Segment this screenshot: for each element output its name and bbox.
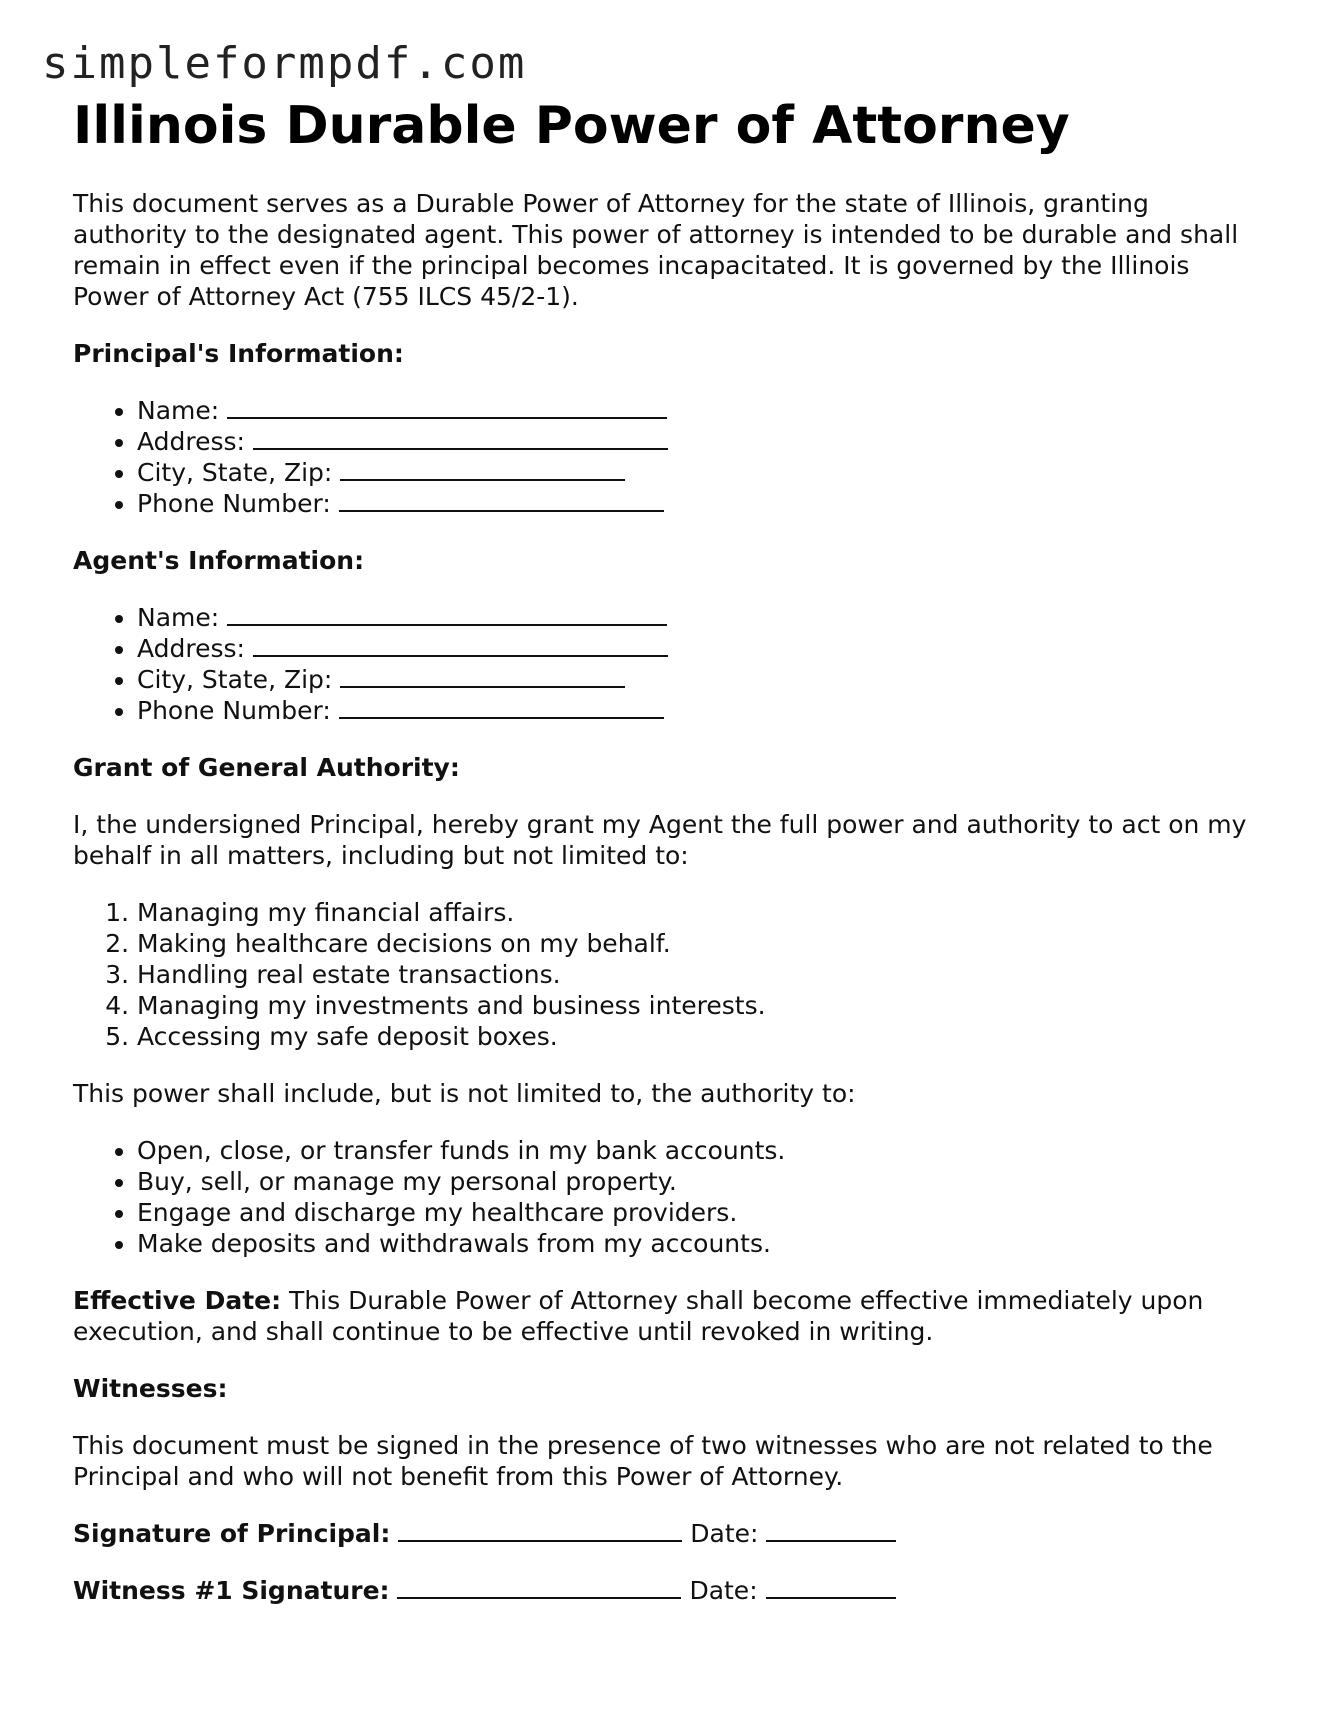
effective-label: Effective Date: [73,1286,282,1315]
witness1-date-field[interactable] [766,1575,896,1599]
document-title: Illinois Durable Power of Attorney [73,96,1070,156]
witness1-signature-line [73,1575,1263,1606]
grant-item: 3. Handling real estate transactions. [137,959,1263,990]
witness1-signature-field[interactable] [397,1575,681,1599]
agent-address-item [137,633,1263,664]
document-body [73,96,1263,1606]
principal-address-item [137,426,1263,457]
grant-item: 2. Making healthcare decisions on my behalf. [137,928,1263,959]
agent-heading: Agent's Information: [73,546,365,575]
principal-name-label: Name: [137,396,220,425]
principal-phone-field[interactable] [339,488,664,512]
power-item: • Make deposits and withdrawals from my accounts. [137,1228,1263,1259]
intro-paragraph: This document serves as a Durable Power of Attorney for the state of Illinois, granting authority to the designated agent. This power of attorney is intended to be durable and shall remain in effect even if the principal becomes incapacitated. It is governed by the Illinois Power of Attorney Act (755 ILCS 45/2-1). [73,189,1239,311]
principal-name-field[interactable] [227,395,667,419]
agent-city-field[interactable] [340,664,625,688]
agent-city-label: City, State, Zip: [137,665,333,694]
principal-city-label: City, State, Zip: [137,458,333,487]
grant-item: 5. Accessing my safe deposit boxes. [137,1021,1263,1052]
agent-city-item [137,664,1263,695]
power-items-list [73,1135,1263,1259]
agent-name-field[interactable] [227,602,667,626]
principal-phone-label: Phone Number: [137,489,331,518]
watermark-text: simpleformpdf.com [42,38,527,89]
principal-signature-line [73,1518,1263,1549]
grant-paragraph: I, the undersigned Principal, hereby grant my Agent the full power and authority to act on my behalf in all matters, including but not limited to: [73,810,1247,870]
grant-items-list [73,897,1263,1052]
witnesses-paragraph: This document must be signed in the presence of two witnesses who are not related to the Principal and who will not benefit from this Power of Attorney. [73,1431,1213,1491]
power-item: • Buy, sell, or manage my personal property. [137,1166,1263,1197]
grant-item: 4. Managing my investments and business interests. [137,990,1263,1021]
witness1-signature-label: Witness #1 Signature: [73,1576,390,1605]
principal-city-field[interactable] [340,457,625,481]
witnesses-heading: Witnesses: [73,1374,228,1403]
power-item: • Engage and discharge my healthcare providers. [137,1197,1263,1228]
effective-text: This Durable Power of Attorney shall become effective immediately upon execution, and shall continue to be effective until revoked in writing. [73,1286,1204,1346]
principal-heading: Principal's Information: [73,339,404,368]
agent-address-field[interactable] [253,633,668,657]
power-paragraph: This power shall include, but is not limited to, the authority to: [73,1079,856,1108]
agent-name-item [137,602,1263,633]
agent-name-label: Name: [137,603,220,632]
agent-phone-item [137,695,1263,726]
effective-paragraph [73,1285,1263,1347]
grant-heading: Grant of General Authority: [73,753,460,782]
principal-name-item [137,395,1263,426]
witness1-date-label: Date: [689,1576,758,1605]
power-item: • Open, close, or transfer funds in my bank accounts. [137,1135,1263,1166]
principal-address-label: Address: [137,427,245,456]
principal-signature-field[interactable] [398,1518,682,1542]
principal-date-label: Date: [690,1519,759,1548]
agent-phone-label: Phone Number: [137,696,331,725]
grant-item: 1. Managing my financial affairs. [137,897,1263,928]
principal-fields-list [73,395,1263,519]
principal-signature-label: Signature of Principal: [73,1519,391,1548]
principal-address-field[interactable] [253,426,668,450]
principal-city-item [137,457,1263,488]
agent-phone-field[interactable] [339,695,664,719]
agent-address-label: Address: [137,634,245,663]
principal-date-field[interactable] [766,1518,896,1542]
agent-fields-list [73,602,1263,726]
principal-phone-item [137,488,1263,519]
